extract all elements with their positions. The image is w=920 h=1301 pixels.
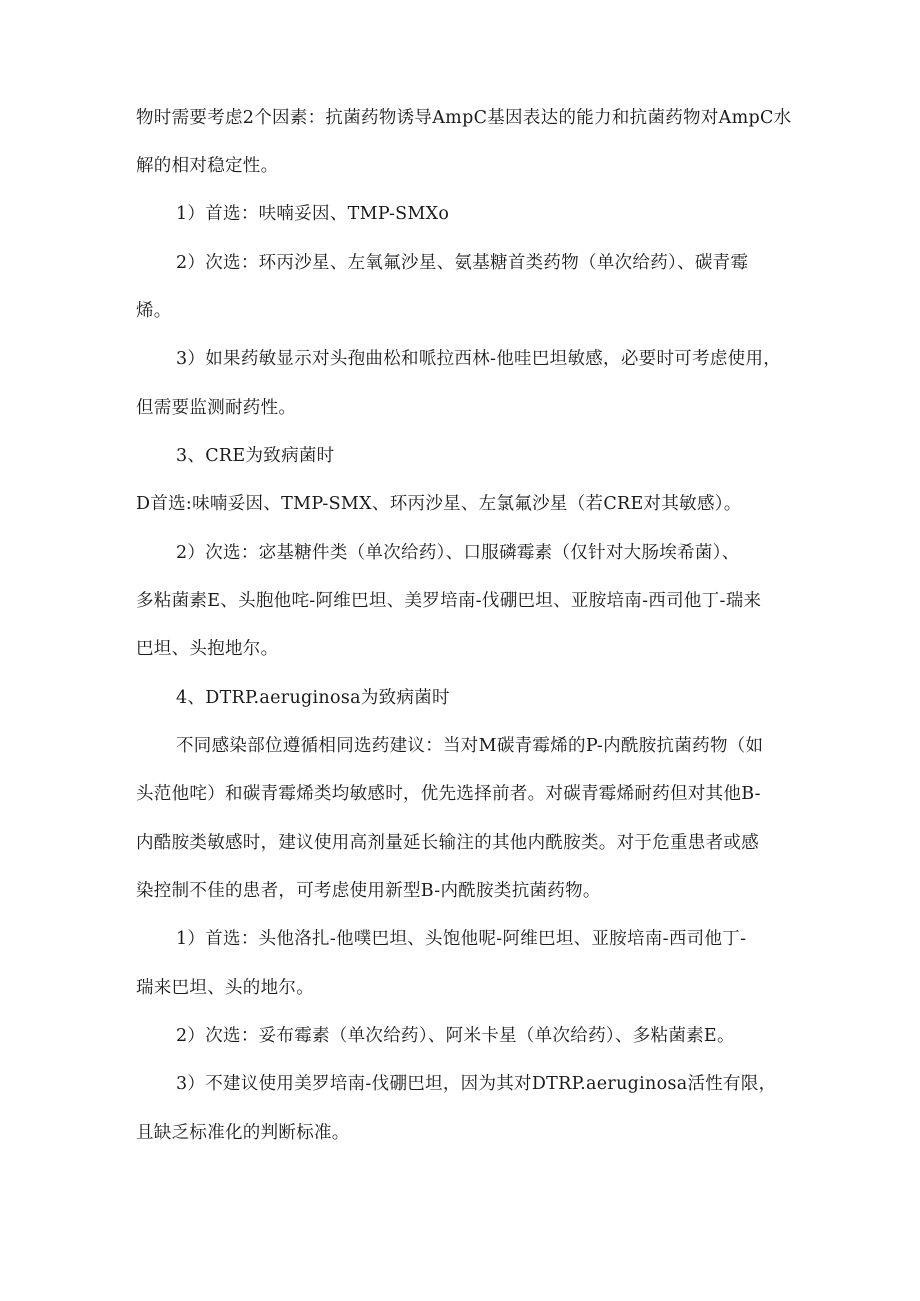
- list-item-preferred: 1）首选：呋喃妥因、TMP-SMXo: [176, 204, 450, 224]
- body-line: 内酷胺类敏感时，建议使用高剂量延长输注的其他内酰胺类。对于危重患者或感: [136, 833, 759, 853]
- list-item-alternative: 2）次选：妥布霉素（单次给药）、阿米卡星（单次给药）、多粘菌素E。: [176, 1026, 735, 1046]
- list-item-alternative: 2）次选：环丙沙星、左氧氟沙星、氨基糖首类药物（单次给药）、碳青霉: [176, 253, 749, 273]
- list-item-preferred: D首选:味喃妥因、TMP-SMX、环丙沙星、左氯氟沙星（若CRE对其敏感）。: [136, 494, 742, 514]
- body-line: 头范他咤）和碳青霉烯类均敏感时，优先选择前者。对碳青霉烯耐药但对其他B-: [136, 784, 761, 804]
- body-paragraph-line: 不同感染部位遵循相同选药建议：当对M碳青霉烯的P-内酰胺抗菌药物（如: [176, 736, 764, 756]
- list-item-note: 3）如果药敏显示对头孢曲松和哌拉西林-他哇巴坦敏感，必要时可考虑使用，: [176, 349, 782, 369]
- body-line: 多粘菌素E、头胞他咤-阿维巴坦、美罗培南-伐硼巴坦、亚胺培南-西司他丁-瑞来: [136, 591, 762, 611]
- body-line: 瑞来巴坦、头的地尔。: [136, 978, 314, 998]
- body-line: 解的相对稳定性。: [136, 156, 279, 176]
- body-line: 烯。: [136, 301, 172, 321]
- body-line: 染控制不佳的患者，可考虑使用新型B-内酰胺类抗菌药物。: [136, 881, 601, 901]
- body-line: 巴坦、头抱地尔。: [136, 639, 279, 659]
- body-line: 物时需要考虑2个因素：抗菌药物诱导AmpC基因表达的能力和抗菌药物对AmpC水: [136, 108, 792, 128]
- list-item-alternative: 2）次选：宓基糖件类（单次给药）、口服磷霉素（仅针对大肠埃希菌）、: [176, 543, 740, 563]
- list-item-note: 3）不建议使用美罗培南-伐硼巴坦，因为其对DTRP.aeruginosa活性有限，: [176, 1074, 777, 1094]
- list-item-preferred: 1）首选：头他洛扎-他噗巴坦、头饱他呢-阿维巴坦、亚胺培南-西司他丁-: [176, 929, 747, 949]
- section-heading-dtrp: 4、DTRP.aeruginosa为致病菌时: [176, 688, 450, 708]
- section-heading-cre: 3、CRE为致病菌时: [176, 446, 335, 466]
- body-line: 且缺乏标准化的判断标准。: [136, 1123, 350, 1143]
- body-line: 但需要监测耐药性。: [136, 398, 297, 418]
